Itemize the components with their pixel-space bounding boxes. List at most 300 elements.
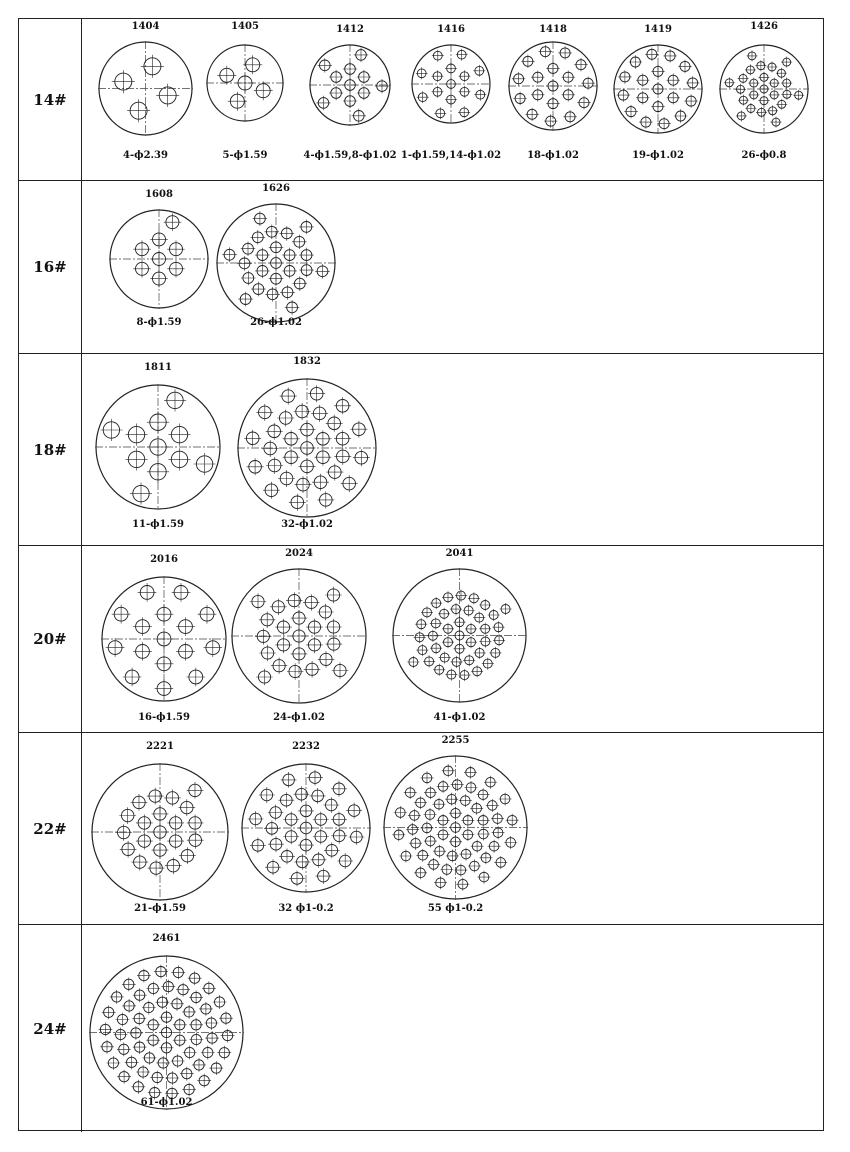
contact-pin-crosshair <box>146 982 160 996</box>
contact-pin-crosshair <box>325 619 342 636</box>
contact-pin-crosshair <box>636 74 649 87</box>
contact-pin-crosshair <box>171 1054 185 1068</box>
contact-pin-crosshair <box>179 799 196 816</box>
contact-pin-crosshair <box>241 271 256 286</box>
contact-pin-crosshair <box>308 385 325 402</box>
contact-pin-crosshair <box>179 847 196 864</box>
contact-spec: 4-ϕ2.39 <box>123 150 168 161</box>
contact-pin-crosshair <box>255 248 270 263</box>
contact-pin-crosshair <box>147 411 169 433</box>
contact-pin-crosshair <box>256 404 273 421</box>
contact-pin-crosshair <box>293 276 308 291</box>
contact-pin-crosshair <box>465 623 477 635</box>
contact-pin-crosshair <box>531 88 544 101</box>
contact-pin-crosshair <box>489 647 501 659</box>
layout-code: 2016 <box>150 554 178 565</box>
contact-pin-crosshair <box>629 55 642 68</box>
contact-pin-crosshair <box>354 48 368 62</box>
contact-pin-crosshair <box>331 828 347 844</box>
contact-pin-crosshair <box>767 105 778 116</box>
contact-pin-crosshair <box>617 88 630 101</box>
contact-pin-crosshair <box>299 458 316 475</box>
insert-layout <box>101 546 227 728</box>
contact-pin-crosshair <box>456 49 468 61</box>
contact-pin-crosshair <box>112 605 131 624</box>
contact-spec: 32 ϕ1-0.2 <box>278 903 334 914</box>
contact-pin-crosshair <box>171 966 185 980</box>
contact-pin-crosshair <box>473 612 485 624</box>
contact-pin-crosshair <box>577 96 590 109</box>
contact-pin-crosshair <box>781 78 792 89</box>
contact-pin-crosshair <box>394 806 407 819</box>
contact-pin-crosshair <box>152 824 169 841</box>
contact-pin-crosshair <box>298 837 314 853</box>
contact-pin-crosshair <box>343 94 357 108</box>
contact-pin-crosshair <box>562 88 575 101</box>
contact-pin-crosshair <box>504 836 517 849</box>
contact-pin-crosshair <box>114 1028 128 1042</box>
contact-pin-crosshair <box>651 100 664 113</box>
contact-pin-crosshair <box>449 835 462 848</box>
contact-pin-crosshair <box>202 981 216 995</box>
contact-pin-crosshair <box>346 803 362 819</box>
contact-pin-crosshair <box>269 256 284 271</box>
contact-pin-crosshair <box>793 90 804 101</box>
contact-pin-crosshair <box>332 662 349 679</box>
contact-pin-crosshair <box>285 300 300 315</box>
contact-pin-crosshair <box>323 797 339 813</box>
layout-code: 1416 <box>437 24 465 35</box>
contact-pin-crosshair <box>492 826 505 839</box>
insert-face-diagram <box>508 41 598 131</box>
contact-pin-crosshair <box>131 794 148 811</box>
contact-pin-crosshair <box>199 1002 213 1016</box>
contact-pin-crosshair <box>100 1040 114 1054</box>
contact-pin-crosshair <box>291 610 308 627</box>
contact-pin-crosshair <box>477 814 490 827</box>
contact-pin-crosshair <box>776 68 787 79</box>
contact-pin-crosshair <box>279 848 295 864</box>
contact-pin-crosshair <box>280 388 297 405</box>
contact-pin-crosshair <box>451 656 463 668</box>
layout-code: 1418 <box>539 24 567 35</box>
contact-pin-crosshair <box>172 583 191 602</box>
insert-layout <box>303 19 397 166</box>
contact-pin-crosshair <box>471 840 484 853</box>
layout-code: 1832 <box>293 356 321 367</box>
contact-pin-crosshair <box>748 89 759 100</box>
insert-layout <box>216 181 336 333</box>
insert-face-diagram <box>101 576 227 702</box>
contact-pin-crosshair <box>241 241 256 256</box>
contact-pin-crosshair <box>250 838 266 854</box>
contact-pin-crosshair <box>168 448 190 470</box>
contact-pin-crosshair <box>180 1067 194 1081</box>
contact-pin-crosshair <box>147 436 169 458</box>
contact-pin-crosshair <box>243 55 262 74</box>
insert-face-diagram <box>98 41 193 136</box>
contact-pin-crosshair <box>416 644 428 656</box>
contact-pin-crosshair <box>439 652 451 664</box>
contact-pin-crosshair <box>454 643 466 655</box>
contact-pin-crosshair <box>167 260 185 278</box>
insert-layout <box>508 19 598 166</box>
contact-pin-crosshair <box>480 851 493 864</box>
contact-pin-crosshair <box>251 230 266 245</box>
contact-spec: 24-ϕ1.02 <box>273 712 325 723</box>
contact-pin-crosshair <box>187 832 204 849</box>
contact-pin-crosshair <box>493 634 505 646</box>
contact-pin-crosshair <box>209 1061 223 1075</box>
contact-pin-crosshair <box>474 647 486 659</box>
contact-pin-crosshair <box>317 604 334 621</box>
contact-pin-crosshair <box>748 78 759 89</box>
insert-layout <box>383 733 528 919</box>
contact-pin-crosshair <box>767 62 778 73</box>
contact-pin-crosshair <box>477 788 490 801</box>
contact-pin-crosshair <box>442 636 454 648</box>
contact-pin-crosshair <box>313 829 329 845</box>
contact-pin-crosshair <box>221 1029 235 1043</box>
contact-pin-crosshair <box>442 764 455 777</box>
contact-pin-crosshair <box>460 848 473 861</box>
contact-pin-crosshair <box>424 835 437 848</box>
contact-pin-crosshair <box>160 1010 174 1024</box>
contact-pin-crosshair <box>781 89 792 100</box>
contact-pin-crosshair <box>160 1026 174 1040</box>
contact-pin-crosshair <box>146 1033 160 1047</box>
shell-size-row <box>19 733 823 925</box>
contact-pin-crosshair <box>164 213 182 231</box>
contact-pin-crosshair <box>283 449 300 466</box>
contact-pin-crosshair <box>228 92 247 111</box>
contact-pin-crosshair <box>298 820 314 836</box>
contact-pin-crosshair <box>282 264 297 279</box>
contact-pin-crosshair <box>686 76 699 89</box>
contact-pin-crosshair <box>268 836 284 852</box>
contact-pin-crosshair <box>201 1046 215 1060</box>
contact-pin-crosshair <box>759 95 770 106</box>
contact-pin-crosshair <box>189 1018 203 1032</box>
contact-pin-crosshair <box>414 631 426 643</box>
shell-size-row <box>19 354 823 546</box>
contact-pin-crosshair <box>133 260 151 278</box>
contact-pin-crosshair <box>430 597 442 609</box>
insert-face-diagram <box>237 378 377 518</box>
contact-pin-crosshair <box>334 448 351 465</box>
contact-pin-crosshair <box>110 990 124 1004</box>
contact-spec: 11-ϕ1.59 <box>132 519 184 530</box>
contact-pin-crosshair <box>247 458 264 475</box>
contact-pin-crosshair <box>499 793 512 806</box>
contact-pin-crosshair <box>198 605 217 624</box>
contact-pin-crosshair <box>150 250 168 268</box>
insert-layout <box>719 19 809 166</box>
insert-layout <box>392 546 527 728</box>
shell-size-label: 22# <box>19 733 82 924</box>
contact-pin-crosshair <box>304 661 321 678</box>
contact-pin-crosshair <box>493 621 505 633</box>
insert-layout <box>400 19 502 166</box>
contact-pin-crosshair <box>546 62 559 75</box>
contact-spec: 26-ϕ1.02 <box>250 317 302 328</box>
contact-pin-crosshair <box>205 1016 219 1030</box>
layout-code: 1811 <box>144 362 172 373</box>
contact-pin-crosshair <box>470 802 483 815</box>
contact-pin-crosshair <box>187 815 204 832</box>
layout-code: 2221 <box>146 741 174 752</box>
contact-pin-crosshair <box>167 833 184 850</box>
contact-pin-crosshair <box>315 264 330 279</box>
contact-pin-crosshair <box>183 1046 197 1060</box>
contact-pin-crosshair <box>133 1040 147 1054</box>
contact-pin-crosshair <box>745 103 756 114</box>
contact-pin-crosshair <box>262 440 279 457</box>
contact-pin-crosshair <box>479 599 491 611</box>
contact-pin-crosshair <box>238 292 253 307</box>
contact-pin-crosshair <box>187 782 204 799</box>
contact-pin-crosshair <box>316 96 330 110</box>
insert-face-diagram <box>216 203 336 323</box>
contact-pin-crosshair <box>738 95 749 106</box>
contact-pin-crosshair <box>265 225 280 240</box>
contact-pin-crosshair <box>136 833 153 850</box>
contact-pin-crosshair <box>459 669 471 681</box>
insert-face-diagram <box>613 44 703 134</box>
contact-pin-crosshair <box>445 669 457 681</box>
contact-pin-crosshair <box>667 74 680 87</box>
contact-pin-crosshair <box>289 871 305 887</box>
contact-pin-crosshair <box>442 591 454 603</box>
contact-pin-crosshair <box>539 45 552 58</box>
contact-pin-crosshair <box>269 240 284 255</box>
contact-pin-crosshair <box>213 995 227 1009</box>
layout-code: 1626 <box>262 183 290 194</box>
contact-pin-crosshair <box>156 1056 170 1070</box>
insert-face-diagram <box>95 384 221 510</box>
insert-layout <box>206 19 284 166</box>
contact-pin-crosshair <box>182 1005 196 1019</box>
contact-pin-crosshair <box>299 421 316 438</box>
layout-code: 1419 <box>644 24 672 35</box>
contact-pin-crosshair <box>678 60 691 73</box>
insert-face-diagram <box>411 44 491 124</box>
contact-pin-crosshair <box>468 592 480 604</box>
contact-pin-crosshair <box>427 858 440 871</box>
layout-code: 1426 <box>750 21 778 32</box>
contact-pin-crosshair <box>126 424 148 446</box>
contact-pin-crosshair <box>442 623 454 635</box>
contact-pin-crosshair <box>253 211 268 226</box>
shell-size-row <box>19 181 823 354</box>
contact-pin-crosshair <box>270 599 287 616</box>
contact-pin-crosshair <box>399 850 412 863</box>
contact-spec: 1-ϕ1.59,14-ϕ1.02 <box>400 150 502 161</box>
contact-pin-crosshair <box>433 798 446 811</box>
contact-pin-crosshair <box>197 1074 211 1088</box>
insert-layout <box>613 19 703 166</box>
contact-pin-crosshair <box>106 638 125 657</box>
contact-pin-crosshair <box>651 65 664 78</box>
contact-pin-crosshair <box>415 618 427 630</box>
contact-pin-crosshair <box>546 97 559 110</box>
contact-pin-crosshair <box>311 852 327 868</box>
contact-pin-crosshair <box>433 664 445 676</box>
contact-pin-crosshair <box>142 1001 156 1015</box>
contact-spec: 41-ϕ1.02 <box>433 712 486 723</box>
contact-pin-crosshair <box>127 99 150 122</box>
contact-pin-crosshair <box>275 619 292 636</box>
contact-pin-crosshair <box>268 805 284 821</box>
contact-pin-crosshair <box>446 850 459 863</box>
contact-pin-crosshair <box>657 117 670 130</box>
layout-code: 1412 <box>336 24 364 35</box>
contact-pin-crosshair <box>205 1031 219 1045</box>
insert-layout <box>95 354 221 535</box>
contact-pin-crosshair <box>461 828 474 841</box>
contact-pin-crosshair <box>432 86 444 98</box>
contact-pin-crosshair <box>222 247 237 262</box>
contact-pin-crosshair <box>329 70 343 84</box>
contact-pin-crosshair <box>318 651 335 668</box>
contact-pin-crosshair <box>486 799 499 812</box>
contact-pin-crosshair <box>747 50 758 61</box>
contact-pin-crosshair <box>155 630 174 649</box>
contact-pin-crosshair <box>167 815 184 832</box>
contact-pin-crosshair <box>769 89 780 100</box>
contact-pin-crosshair <box>478 871 491 884</box>
insert-layout <box>98 19 193 166</box>
contact-pin-crosshair <box>303 594 320 611</box>
contact-pin-crosshair <box>445 63 457 75</box>
contact-pin-crosshair <box>107 1056 121 1070</box>
contact-pin-crosshair <box>150 1071 164 1085</box>
contact-pin-crosshair <box>306 637 323 654</box>
contact-pin-crosshair <box>414 796 427 809</box>
contact-pin-crosshair <box>265 859 281 875</box>
contact-pin-crosshair <box>776 99 787 110</box>
contact-pin-crosshair <box>259 787 275 803</box>
contact-pin-crosshair <box>324 842 340 858</box>
contact-pin-crosshair <box>299 220 314 235</box>
contact-pin-crosshair <box>421 771 434 784</box>
contact-pin-crosshair <box>546 79 559 92</box>
contact-pin-crosshair <box>424 786 437 799</box>
contact-pin-crosshair <box>417 91 429 103</box>
contact-spec: 16-ϕ1.59 <box>138 712 190 723</box>
contact-pin-crosshair <box>738 73 749 84</box>
contact-pin-crosshair <box>437 814 450 827</box>
contact-pin-crosshair <box>294 786 310 802</box>
contact-pin-crosshair <box>430 617 442 629</box>
contact-pin-crosshair <box>474 89 486 101</box>
contact-pin-crosshair <box>531 71 544 84</box>
contact-pin-crosshair <box>292 235 307 250</box>
contact-pin-crosshair <box>141 55 164 78</box>
contact-pin-crosshair <box>133 642 152 661</box>
contact-pin-crosshair <box>164 790 181 807</box>
contact-pin-crosshair <box>781 57 792 68</box>
contact-pin-crosshair <box>271 657 288 674</box>
contact-pin-crosshair <box>291 628 308 645</box>
contact-pin-crosshair <box>156 995 170 1009</box>
contact-pin-crosshair <box>283 812 299 828</box>
contact-pin-crosshair <box>102 1005 116 1019</box>
contact-pin-crosshair <box>465 781 478 794</box>
contact-pin-crosshair <box>314 430 331 447</box>
contact-pin-crosshair <box>189 991 203 1005</box>
contact-pin-crosshair <box>164 389 186 411</box>
contact-pin-crosshair <box>343 62 357 76</box>
contact-pin-crosshair <box>684 94 697 107</box>
insert-face-diagram <box>719 44 809 134</box>
contact-pin-crosshair <box>562 71 575 84</box>
contact-pin-crosshair <box>357 86 371 100</box>
contact-pin-crosshair <box>117 1042 131 1056</box>
contact-pin-crosshair <box>317 491 334 508</box>
contact-pin-crosshair <box>464 766 477 779</box>
contact-pin-crosshair <box>275 637 292 654</box>
contact-pin-crosshair <box>123 668 142 687</box>
contact-spec: 55 ϕ1-0.2 <box>427 903 484 914</box>
contact-pin-crosshair <box>451 778 464 791</box>
contact-pin-crosshair <box>350 421 367 438</box>
contact-pin-crosshair <box>352 109 366 123</box>
contact-pin-crosshair <box>771 117 782 128</box>
contact-pin-crosshair <box>291 646 308 663</box>
contact-pin-crosshair <box>244 430 261 447</box>
contact-pin-crosshair <box>581 77 594 90</box>
contact-pin-crosshair <box>136 815 153 832</box>
contact-pin-crosshair <box>100 419 122 441</box>
contact-pin-crosshair <box>445 793 458 806</box>
contact-pin-crosshair <box>192 1058 206 1072</box>
contact-pin-crosshair <box>416 67 428 79</box>
contact-pin-crosshair <box>407 656 419 668</box>
contact-pin-crosshair <box>334 430 351 447</box>
layout-code: 2255 <box>441 735 470 746</box>
contact-pin-crosshair <box>558 46 571 59</box>
contact-pin-crosshair <box>265 287 280 302</box>
shell-size-label: 14# <box>19 19 82 180</box>
insert-layout <box>237 354 377 535</box>
contact-pin-crosshair <box>188 971 202 985</box>
contact-pin-crosshair <box>176 642 195 661</box>
contact-pin-crosshair <box>307 770 323 786</box>
contact-pin-crosshair <box>318 58 332 72</box>
contact-pin-crosshair <box>176 983 190 997</box>
contact-pin-crosshair <box>500 603 512 615</box>
contact-pin-crosshair <box>316 868 332 884</box>
contact-pin-crosshair <box>176 617 195 636</box>
insert-face-diagram <box>206 44 284 122</box>
insert-face-diagram <box>241 763 371 893</box>
contact-pin-crosshair <box>259 612 276 629</box>
contact-pin-crosshair <box>152 842 169 859</box>
contact-pin-crosshair <box>424 808 437 821</box>
contact-pin-crosshair <box>155 605 174 624</box>
contact-pin-crosshair <box>544 114 557 127</box>
layout-code: 2461 <box>152 933 181 944</box>
insert-face-diagram <box>383 755 528 900</box>
contact-pin-crosshair <box>299 248 314 263</box>
contact-pin-crosshair <box>468 860 481 873</box>
contact-pin-crosshair <box>488 609 500 621</box>
contact-pin-crosshair <box>312 474 329 491</box>
contact-pin-crosshair <box>187 668 206 687</box>
contact-spec: 18-ϕ1.02 <box>527 150 579 161</box>
contact-spec: 32-ϕ1.02 <box>281 519 333 530</box>
